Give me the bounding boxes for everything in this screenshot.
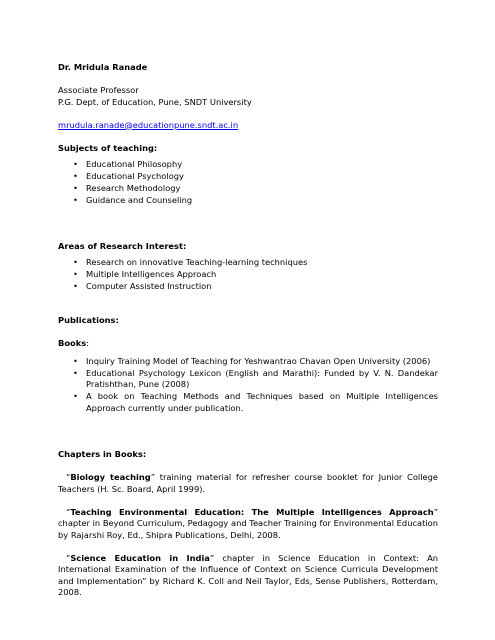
list-item: • Educational Psychology <box>86 171 438 183</box>
list-item: • A book on Teaching Methods and Techniques based on Multiple Intelligences Approach currently under publication. <box>86 391 438 414</box>
research-heading: Areas of Research Interest: <box>58 241 187 251</box>
open-quote: “ <box>66 472 71 482</box>
email-link[interactable]: mrudula.ranade@educationpune.sndt.ac.in <box>58 119 239 130</box>
list-item: • Inquiry Training Model of Teaching for Yeshwantrao Chavan Open University (2006) <box>86 356 438 368</box>
author-position: Associate Professor <box>58 85 139 95</box>
list-item: • Educational Philosophy <box>86 159 438 171</box>
close-quote: ” <box>150 472 156 482</box>
list-item: • Educational Psychology Lexicon (English and Marathi): Funded by V. N. Dandekar Pratishthan, Pune (2008) <box>86 368 438 391</box>
chapter-details: chapter in Beyond Curriculum, Pedagogy and Teacher Training for Environmental Education by Rajarshi Roy, Ed., Shipra Publications, Delhi, 2008. <box>58 518 438 540</box>
chapter-title: Teaching Environmental Education: The Multiple Intelligences Approach <box>70 506 434 517</box>
list-item: • Multiple Intelligences Approach <box>86 269 438 281</box>
books-heading-colon: : <box>86 338 89 348</box>
chapter-entry <box>58 553 438 599</box>
publications-heading: Publications: <box>58 315 119 325</box>
close-quote: ” <box>209 552 215 563</box>
author-department: P.G. Dept. of Education, Pune, SNDT University <box>58 96 252 107</box>
books-heading-label: Books <box>58 338 87 348</box>
author-name: Dr. Mridula Ranade <box>58 62 148 72</box>
chapter-entry <box>58 472 438 495</box>
subjects-list <box>58 159 438 207</box>
list-item: • Research Methodology <box>86 183 438 195</box>
research-list <box>58 257 438 293</box>
chapter-details: chapter in Science Education in Context: An International Examination of the Influence of Context on Science Curricula Development and Implementation” by Richard K. Coll and Neil Taylor, Eds, Sense Publishers, Rotterdam, 2008. <box>58 552 439 597</box>
list-item: • Computer Assisted Instruction <box>86 281 438 293</box>
list-item: • Guidance and Counseling <box>86 195 438 207</box>
document-page <box>58 62 438 599</box>
chapters-heading: Chapters in Books: <box>58 449 147 459</box>
open-quote: “ <box>66 552 71 563</box>
chapter-title: Science Education in India <box>70 552 210 563</box>
chapter-title: Biology teaching <box>70 472 151 482</box>
chapter-details: training material for refresher course booklet for Junior College Teachers (H. Sc. Board, April 1999). <box>58 472 438 494</box>
books-list <box>58 356 438 415</box>
close-quote: ” <box>433 506 438 517</box>
subjects-heading: Subjects of teaching: <box>58 143 158 153</box>
open-quote: “ <box>66 506 71 517</box>
list-item: • Research on innovative Teaching-learning techniques <box>86 257 438 269</box>
chapter-entry <box>58 507 438 542</box>
books-heading <box>58 338 438 350</box>
